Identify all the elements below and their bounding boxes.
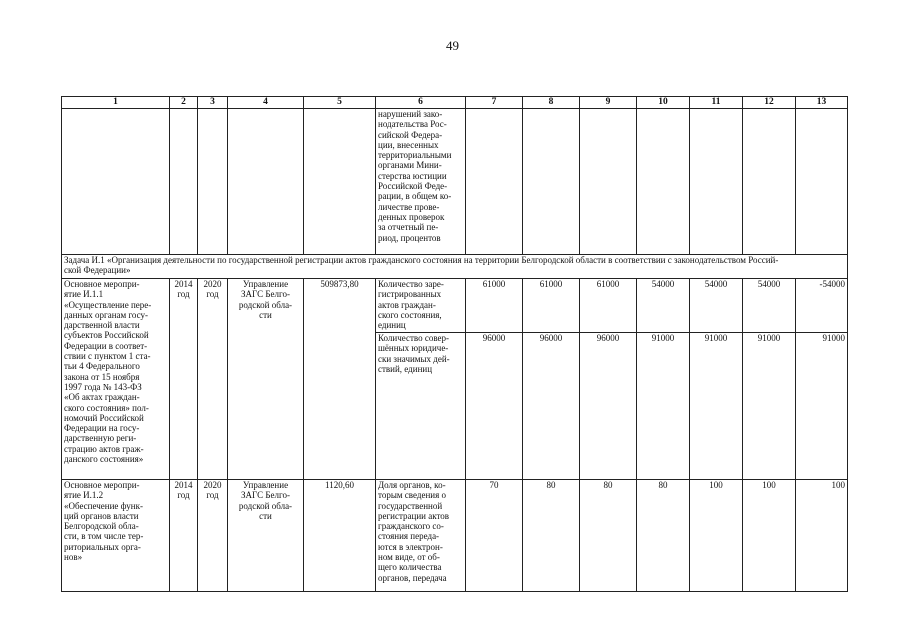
indicator-value-cell: 100 <box>796 480 848 592</box>
header-cell: 3 <box>198 97 228 109</box>
executor-cell: Управление ЗАГС Белго- родской обла- сти <box>228 480 304 592</box>
header-cell: 1 <box>62 97 170 109</box>
indicator-value-cell: 100 <box>743 480 796 592</box>
header-cell: 8 <box>523 97 580 109</box>
measure-name-cell: Основное меропри- ятие И.1.2 «Обеспечение функ- ций органов власти Белгородской обла- сти, в том числе тер- риториальных орга- нов» <box>62 480 170 592</box>
table-header-row <box>62 97 848 109</box>
indicator-value-cell: 80 <box>637 480 690 592</box>
table-cell <box>580 109 637 255</box>
header-cell: 10 <box>637 97 690 109</box>
budget-cell: 509873,80 <box>304 279 376 480</box>
indicator-name-cell: нарушений зако- нодательства Рос- сийской Федера- ции, внесенных территориальными органами Мини- стерства юстиции Российской Феде- рации, в общем ко- личестве прове- денных проверок за отчетный пе- риод, процентов <box>376 109 466 255</box>
task-row <box>62 255 848 279</box>
indicator-value-cell: 54000 <box>743 279 796 333</box>
header-cell: 2 <box>170 97 198 109</box>
continuation-row <box>62 109 848 255</box>
indicator-value-cell: 61000 <box>523 279 580 333</box>
indicator-name-cell: Количество совер- шённых юридиче- ски значимых дей- ствий, единиц <box>376 333 466 480</box>
budget-cell: 1120,60 <box>304 480 376 592</box>
table-cell <box>796 109 848 255</box>
header-cell: 4 <box>228 97 304 109</box>
table-cell <box>304 109 376 255</box>
program-table <box>61 96 848 592</box>
indicator-value-cell: 61000 <box>466 279 523 333</box>
start-year-cell: 2014 год <box>170 279 198 480</box>
executor-cell: Управление ЗАГС Белго- родской обла- сти <box>228 279 304 480</box>
indicator-name-cell: Количество заре- гистрированных актов граждан- ского состояния, единиц <box>376 279 466 333</box>
table-cell <box>523 109 580 255</box>
measure-row <box>62 279 848 333</box>
indicator-name-cell: Доля органов, ко- торым сведения о государственной регистрации актов гражданского со- стояния переда- ются в электрон- ном виде, от об- щего количества органов, передача <box>376 480 466 592</box>
indicator-value-cell: 91000 <box>743 333 796 480</box>
start-year-cell: 2014 год <box>170 480 198 592</box>
indicator-value-cell: 80 <box>580 480 637 592</box>
table-cell <box>690 109 743 255</box>
page-number: 49 <box>446 38 459 53</box>
header-cell: 7 <box>466 97 523 109</box>
header-cell: 11 <box>690 97 743 109</box>
table-cell <box>743 109 796 255</box>
table-cell <box>466 109 523 255</box>
indicator-value-cell: 54000 <box>637 279 690 333</box>
measure-name-cell: Основное меропри- ятие И.1.1 «Осуществление пере- данных органам госу- дарственной власти субъектов Российской Федерации в соответ- ствии с пунктом 1 ста- тьи 4 Федерального закона от 15 ноября 1997 года № 143-ФЗ «Об актах граждан- ского состояния» пол- номочий Российской Федерации на госу- дарственную реги- страцию актов граж- данского состояния» <box>62 279 170 480</box>
header-cell: 13 <box>796 97 848 109</box>
indicator-value-cell: 96000 <box>580 333 637 480</box>
table-cell <box>170 109 198 255</box>
indicator-value-cell: 54000 <box>690 279 743 333</box>
indicator-value-cell: 91000 <box>690 333 743 480</box>
header-cell: 5 <box>304 97 376 109</box>
indicator-value-cell: 91000 <box>796 333 848 480</box>
indicator-value-cell: 91000 <box>637 333 690 480</box>
task-cell: Задача И.1 «Организация деятельности по государственной регистрации актов гражданского состояния на территории Белгородской области в соответствии с законодательством Россий- ской Федерации» <box>62 255 848 279</box>
table-cell <box>62 109 170 255</box>
measure-row <box>62 480 848 592</box>
header-cell: 12 <box>743 97 796 109</box>
end-year-cell: 2020 год <box>198 480 228 592</box>
table-cell <box>198 109 228 255</box>
table-cell <box>637 109 690 255</box>
indicator-value-cell: 96000 <box>523 333 580 480</box>
indicator-value-cell: 80 <box>523 480 580 592</box>
indicator-value-cell: -54000 <box>796 279 848 333</box>
indicator-value-cell: 61000 <box>580 279 637 333</box>
table-cell <box>228 109 304 255</box>
end-year-cell: 2020 год <box>198 279 228 480</box>
header-cell: 6 <box>376 97 466 109</box>
indicator-value-cell: 70 <box>466 480 523 592</box>
indicator-value-cell: 100 <box>690 480 743 592</box>
indicator-value-cell: 96000 <box>466 333 523 480</box>
header-cell: 9 <box>580 97 637 109</box>
